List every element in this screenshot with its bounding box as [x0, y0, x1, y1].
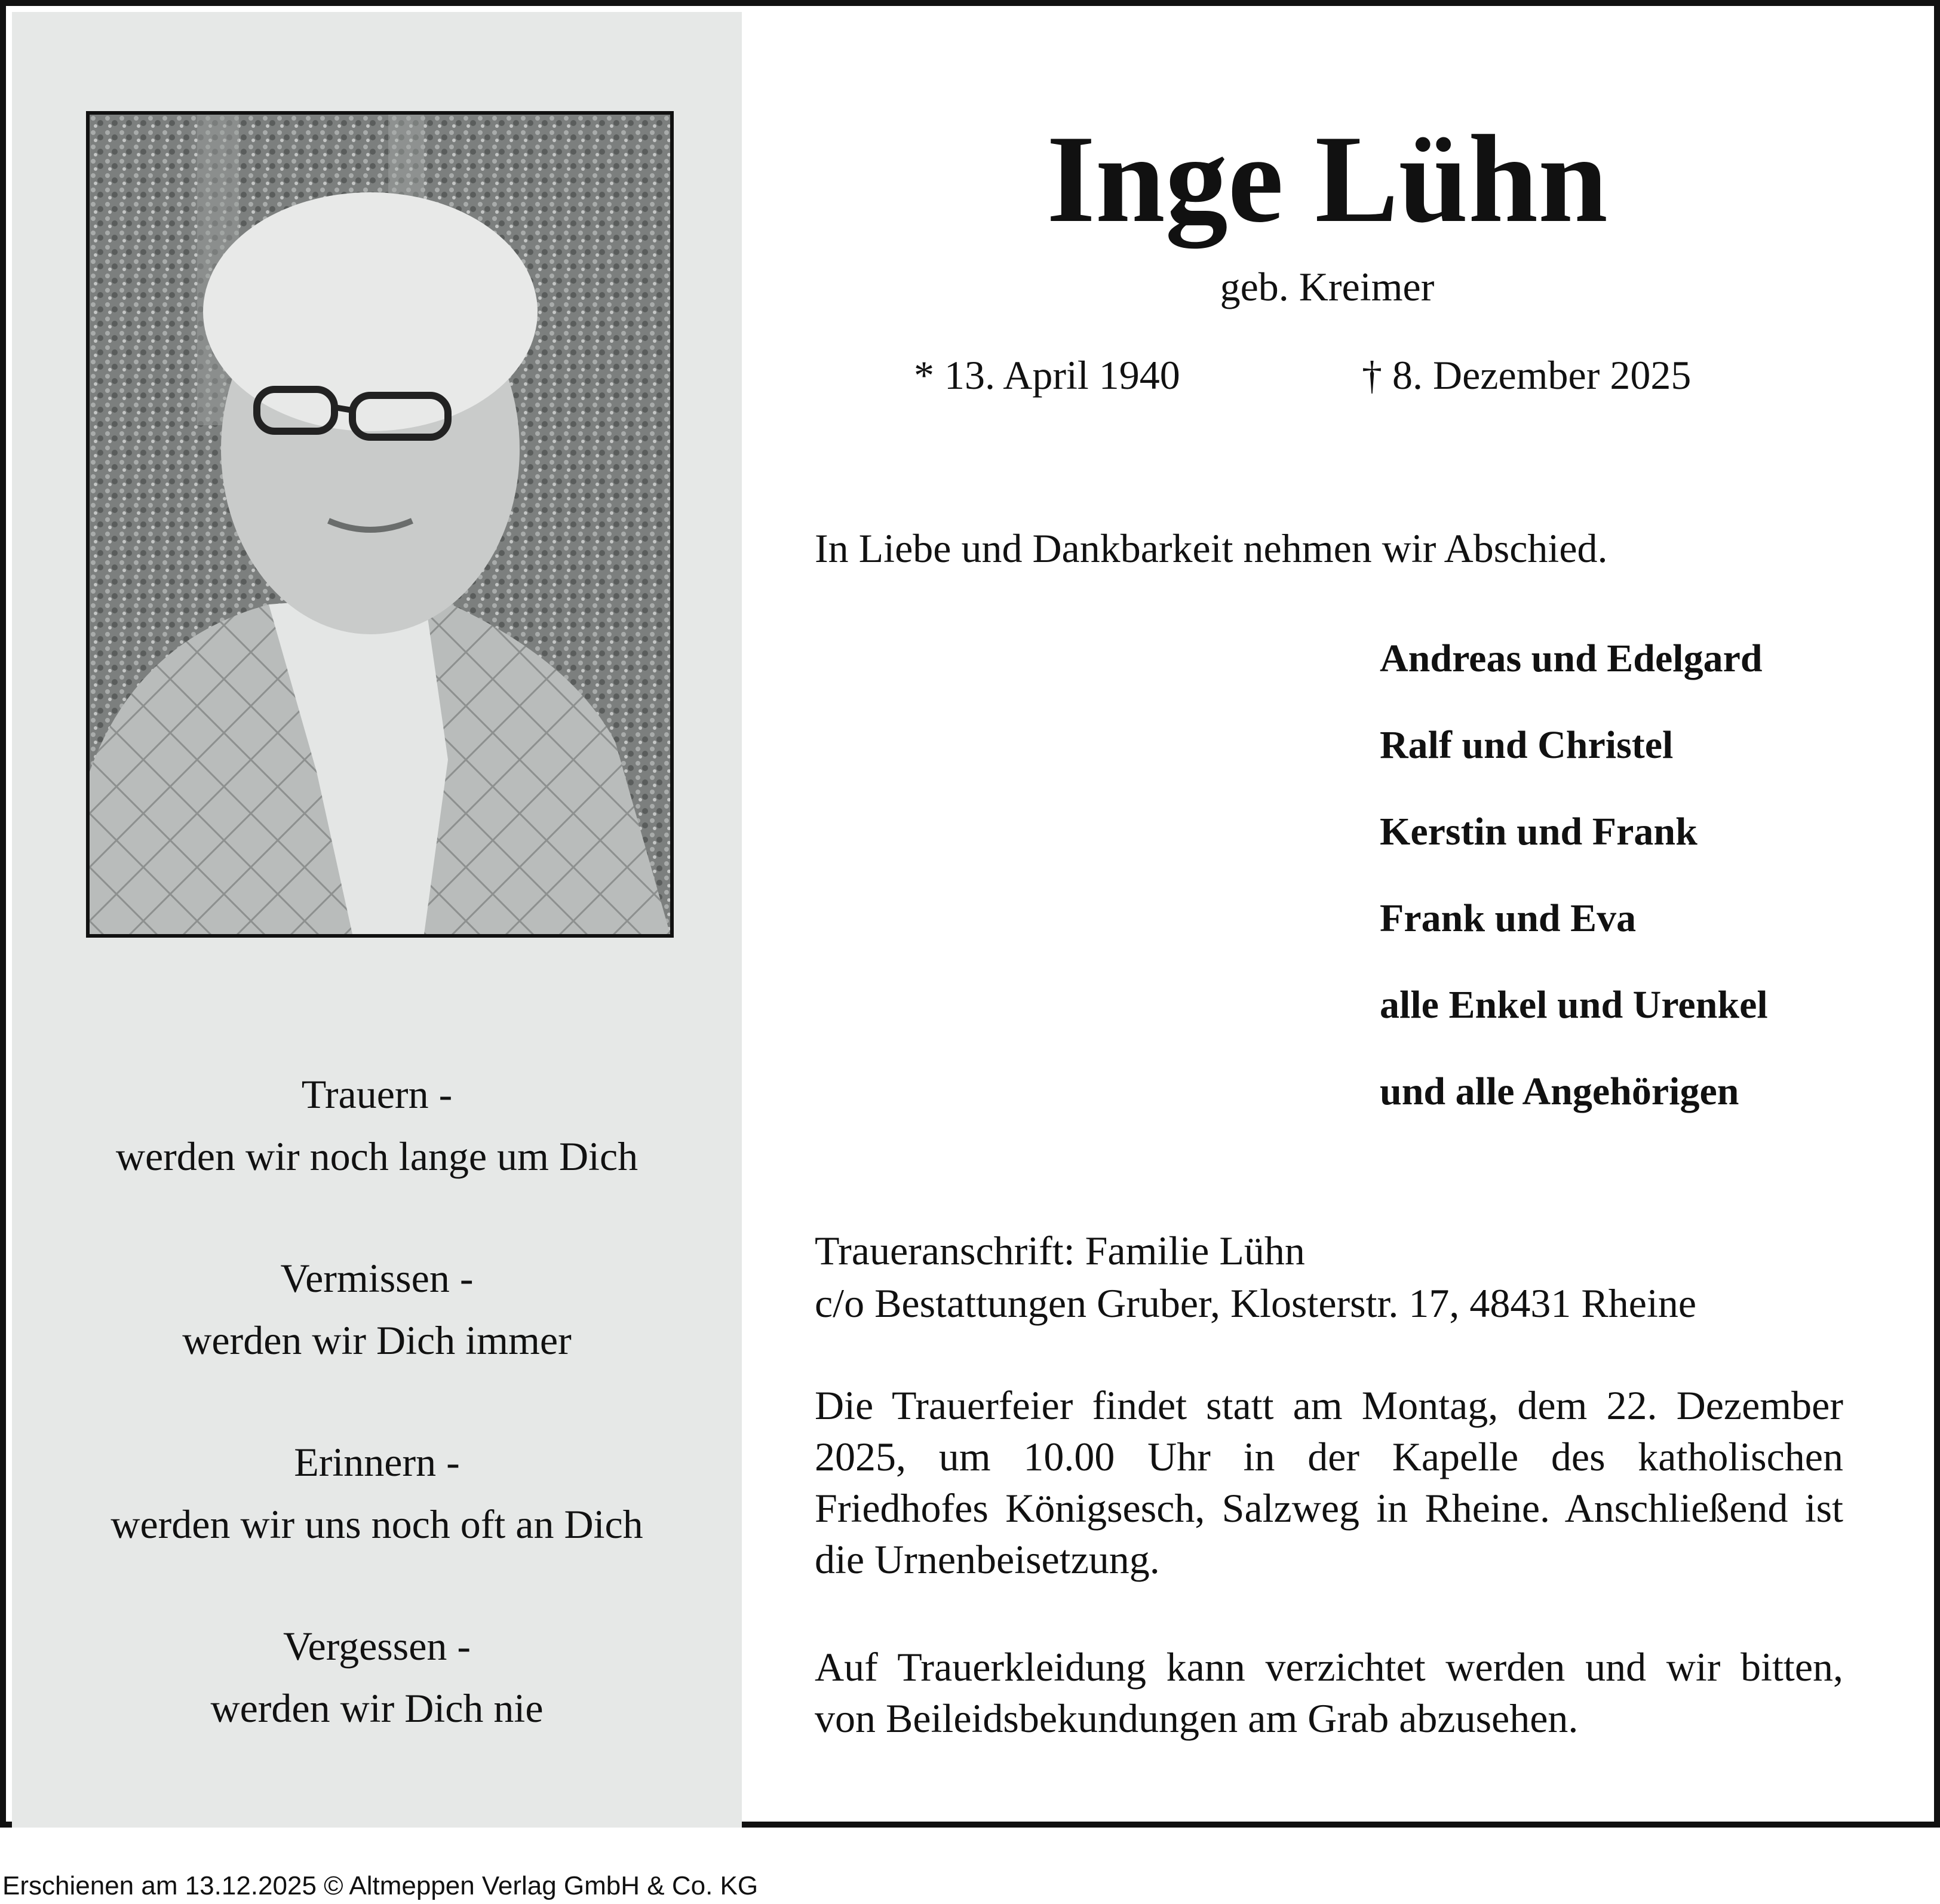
portrait-photo: [86, 111, 674, 938]
maiden-name: geb. Kreimer: [1220, 264, 1435, 309]
notice-text: Auf Trauerkleidung kann verzichtet werden und wir bitten, von Beileidsbekundungen am Grab abzusehen.: [815, 1644, 1843, 1741]
poem-line: werden wir noch lange um Dich: [115, 1134, 639, 1179]
farewell-intro: In Liebe und Dankbarkeit nehmen wir Abschied.: [815, 526, 1608, 571]
poem-line: werden wir uns noch oft an Dich: [110, 1501, 643, 1547]
publication-footer: Erschienen am 13.12.2025 © Altmeppen Verlag GmbH & Co. KG: [2, 1871, 759, 1900]
poem: [12, 1063, 742, 1799]
poem-stanza: [12, 1431, 742, 1555]
poem-stanza: [12, 1247, 742, 1371]
poem-line: Erinnern -: [294, 1439, 460, 1485]
poem-stanza: [12, 1063, 742, 1187]
death-date: † 8. Dezember 2025: [1362, 352, 1692, 398]
birth-date: * 13. April 1940: [914, 352, 1180, 398]
mourner: Ralf und Christel: [1380, 723, 1674, 767]
ceremony-text: Die Trauerfeier findet statt am Montag, dem 22. Dezember 2025, um 10.00 Uhr in der Kapelle des katholischen Friedhofes Königsesch, Salzweg in Rheine. Anschließend ist die Urnenbeisetzung.: [815, 1383, 1843, 1582]
mourning-address: [815, 1224, 1696, 1329]
mourner: Frank und Eva: [1380, 896, 1637, 940]
poem-stanza: [12, 1615, 742, 1739]
mourner: Kerstin und Frank: [1380, 810, 1698, 853]
poem-line: werden wir Dich nie: [210, 1685, 544, 1731]
mourner: Andreas und Edelgard: [1380, 637, 1763, 680]
left-panel: [12, 12, 742, 1828]
deceased-name: Inge Lühn: [1046, 110, 1608, 248]
poem-line: Trauern -: [301, 1071, 453, 1117]
mourner: und alle Angehörigen: [1380, 1070, 1739, 1113]
poem-line: Vermissen -: [280, 1255, 474, 1301]
address-line: Traueranschrift: Familie Lühn: [815, 1228, 1305, 1273]
address-line: c/o Bestattungen Gruber, Klosterstr. 17, 48431 Rheine: [815, 1280, 1697, 1326]
poem-line: werden wir Dich immer: [182, 1318, 572, 1363]
mourners-list: [1380, 615, 1768, 1135]
portrait-image: [90, 115, 670, 934]
poem-line: Vergessen -: [283, 1623, 471, 1669]
mourner: alle Enkel und Urenkel: [1380, 983, 1768, 1027]
